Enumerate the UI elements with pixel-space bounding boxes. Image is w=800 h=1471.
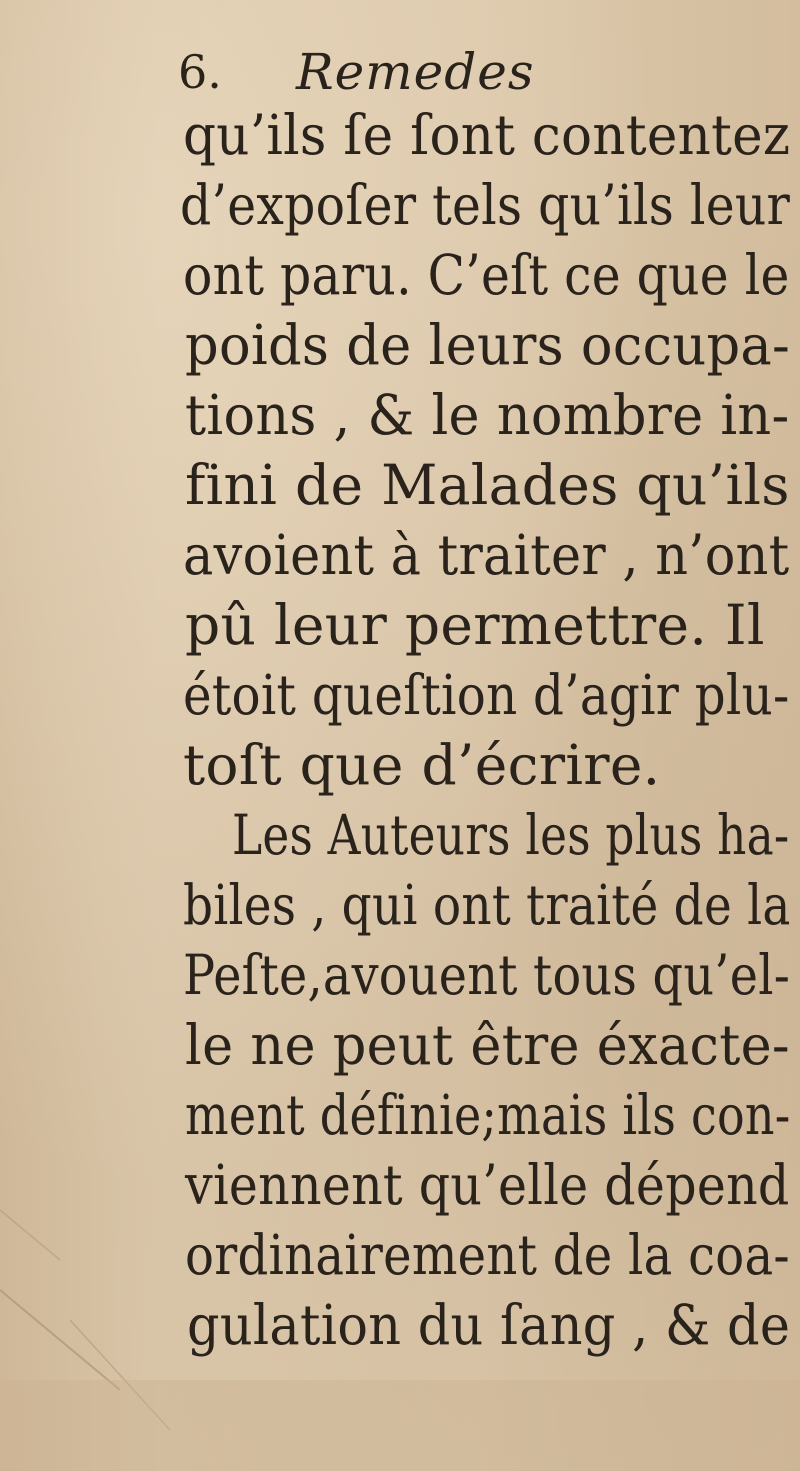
- text-line: biles , qui ont traité de la: [183, 873, 791, 937]
- text-line: Les Auteurs les plus ha-: [232, 803, 790, 867]
- text-line: poids de leurs occupa-: [185, 313, 791, 377]
- text-line: gulation du ſang , & de: [187, 1293, 791, 1357]
- text-line: pû leur permettre. Il: [185, 593, 765, 657]
- running-title: Remedes: [296, 43, 535, 101]
- text-line: toſt que d’écrire.: [183, 733, 661, 797]
- text-line: qu’ils ſe ſont contentez: [183, 103, 791, 167]
- text-line: viennent qu’elle dépend: [185, 1153, 790, 1217]
- text-line: fini de Malades qu’ils: [185, 453, 790, 517]
- text-line: ont paru. C’eſt ce que le: [183, 243, 790, 307]
- text-line: tions , & le nombre in-: [185, 383, 790, 447]
- text-line: Peſte,avouent tous qu’el-: [183, 943, 791, 1007]
- text-line: le ne peut être éxacte-: [185, 1013, 790, 1077]
- text-line: étoit queſtion d’agir plu-: [183, 663, 790, 727]
- page-number: 6.: [178, 45, 222, 99]
- text-line: ment définie;mais ils con-: [185, 1083, 791, 1147]
- text-line: ordinairement de la coa-: [185, 1223, 790, 1287]
- text-line: avoient à traiter , n’ont: [183, 523, 790, 587]
- text-line: d’expoſer tels qu’ils leur: [180, 173, 791, 237]
